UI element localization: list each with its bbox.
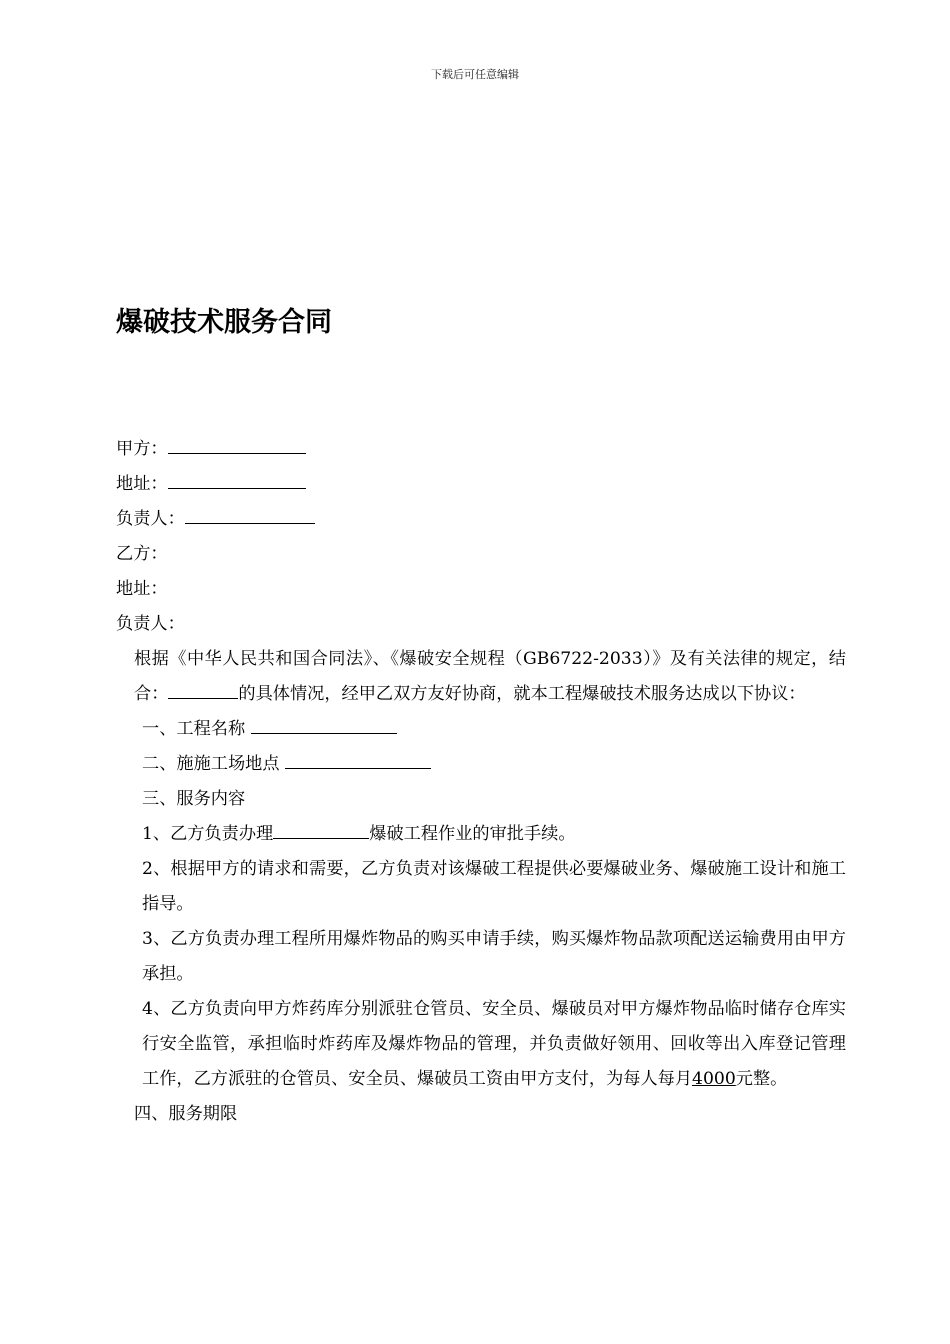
item-1-blank <box>273 818 369 839</box>
party-a-person-label: 负责人： <box>116 509 185 529</box>
item-4-text: 4、乙方负责向甲方炸药库分别派驻仓管员、安全员、爆破员对甲方爆炸物品临时储存仓库实行安全监管，承担临时炸药库及爆炸物品的管理，并负责做好领用、回收等出入库登记管理工作，乙方派驻的仓管员、安全员、爆破员工资由甲方支付，为每人每月 <box>142 999 846 1089</box>
section-4-label: 四、服务期限 <box>134 1104 238 1124</box>
section-1-label: 一、工程名称 <box>142 719 246 739</box>
preamble-paragraph <box>116 642 846 712</box>
section-3-label: 三、服务内容 <box>142 789 246 809</box>
item-3-paragraph: 3、乙方负责办理工程所用爆炸物品的购买申请手续，购买爆炸物品款项配送运输费用由甲方承担。 <box>142 929 846 984</box>
project-name-blank <box>251 713 397 734</box>
item-4-unit: 元整。 <box>735 1069 788 1089</box>
item-1-line <box>116 817 846 852</box>
section-2-line <box>116 747 846 782</box>
item-1-text-2: 爆破工程作业的审批手续。 <box>369 824 576 844</box>
preamble-text-2: 的具体情况，经甲乙双方友好协商，就本工程爆破技术服务达成以下协议： <box>238 684 806 704</box>
item-2-paragraph: 2、根据甲方的请求和需要，乙方负责对该爆破工程提供必要爆破业务、爆破施工设计和施工指导。 <box>142 859 846 914</box>
section-2-label: 二、施施工场地点 <box>142 754 280 774</box>
party-a-line <box>116 432 846 467</box>
party-a-address-line <box>116 467 846 502</box>
party-b-address-line <box>116 572 846 607</box>
preamble-text-1: 根据《中华人民共和国合同法》、《爆破安全规程（GB6722-2033）》及有关法律的规定，结合： <box>134 649 846 704</box>
party-a-address-blank <box>168 468 306 489</box>
section-4-line <box>116 1097 846 1132</box>
party-a-address-label: 地址： <box>116 474 168 494</box>
site-location-blank <box>285 748 431 769</box>
party-b-line <box>116 537 846 572</box>
preamble-blank <box>168 678 238 699</box>
item-4-paragraph <box>116 992 846 1097</box>
item-1-text-1: 1、乙方负责办理 <box>142 824 274 844</box>
party-b-label: 乙方： <box>116 544 168 564</box>
party-b-address-label: 地址： <box>116 579 168 599</box>
page-header-note: 下载后可任意编辑 <box>431 68 519 81</box>
section-1-line <box>116 712 846 747</box>
party-a-blank <box>168 433 306 454</box>
document-title: 爆破技术服务合同 <box>116 307 332 338</box>
party-b-person-label: 负责人： <box>116 614 185 634</box>
party-a-label: 甲方： <box>116 439 168 459</box>
party-a-person-line <box>116 502 846 537</box>
section-3-line <box>116 782 846 817</box>
party-b-person-line <box>116 607 846 642</box>
item-4-amount: 4000 <box>692 1069 736 1089</box>
contract-body <box>116 432 846 1132</box>
party-a-person-blank <box>185 503 315 524</box>
